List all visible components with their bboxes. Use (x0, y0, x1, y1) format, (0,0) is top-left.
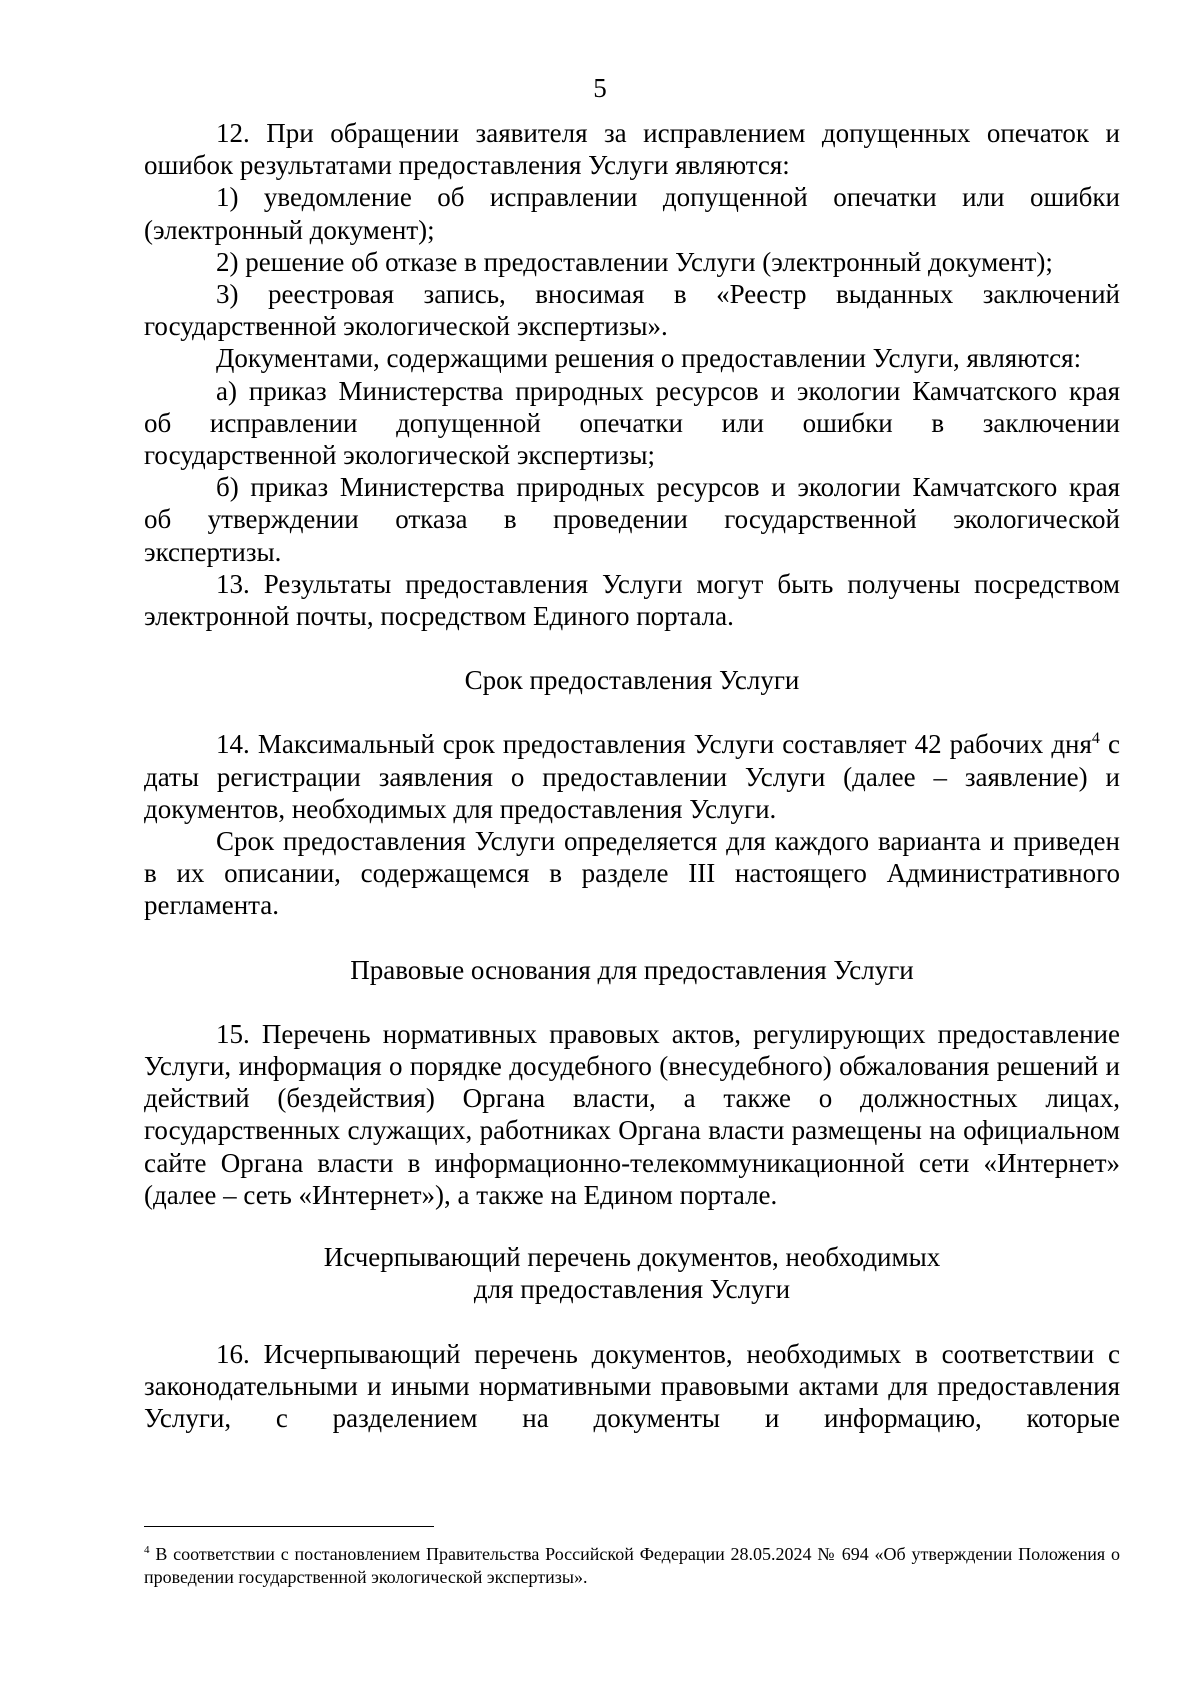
heading-legal-basis: Правовые основания для предоставления Услуги (350, 954, 914, 985)
footnote (144, 1543, 1120, 1589)
paragraph-16: 16. Исчерпывающий перечень документов, необходимых в соответствии с законодательными и иными нормативными правовыми актами для предоставления Услуги, с разделением на документы и информацию, которые (144, 1338, 1120, 1433)
paragraph-12-item-3: 3) реестровая запись, вносимая в «Реестр выданных заключений (216, 279, 1120, 310)
paragraph-12-item-1: 1) уведомление об исправлении допущенной опечатки или ошибки (216, 182, 1120, 213)
paragraph-12-item-1-cont: (электронный документ); (144, 214, 435, 245)
paragraph-15: 15. Перечень нормативных правовых актов, регулирующих предоставление Услуги, информация о порядке досудебного (внесудебного) обжалования решений и действий (бездействия) Органа власти, а также о должностных лицах, государственных служащих, работниках Органа власти размещены на официальном сайте Органа власти в информационно-телекоммуникационной сети «Интернет» (далее – сеть «Интернет»), а также на Едином портале. (144, 1018, 1120, 1210)
paragraph-12-item-a: а) приказ Министерства природных ресурсов и экологии Камчатского края (216, 375, 1120, 406)
paragraph-12-item-2: 2) решение об отказе в предоставлении Услуги (электронный документ); (216, 246, 1053, 277)
page-number: 5 (593, 73, 607, 103)
paragraph-14-start: 14. Максимальный срок предоставления Услуги составляет 42 рабочих дня (216, 729, 1092, 760)
paragraph-14 (144, 728, 1120, 825)
footnote-reference: 4 (1091, 730, 1100, 748)
footnote-text: В соответствии с постановлением Правительства Российской Федерации 28.05.2024 № 694 «Об утверждении Положения о проведении государственной экологической экспертизы». (144, 1544, 1120, 1587)
paragraph-12-item-b: б) приказ Министерства природных ресурсов и экологии Камчатского края (216, 472, 1120, 503)
paragraph-14-end: с даты регистрации заявления о предоставлении Услуги (далее – заявление) и документов, необходимых для предоставления Услуги. (144, 729, 1120, 824)
paragraph-12-item-3-cont: государственной экологической экспертизы». (144, 311, 668, 342)
paragraph-14-term: Срок предоставления Услуги определяется для каждого варианта и приведен в их описании, содержащемся в разделе III настоящего Административного регламента. (144, 826, 1120, 921)
footnote-mark: 4 (144, 1544, 150, 1556)
paragraph-12: 12. При обращении заявителя за исправлением допущенных опечаток и ошибок результатами предоставления Услуги являются: (144, 118, 1120, 181)
heading-document-list (144, 1241, 1120, 1305)
heading-term: Срок предоставления Услуги (464, 665, 800, 696)
paragraph-12-documents: Документами, содержащими решения о предоставлении Услуги, являются: (216, 343, 1082, 374)
paragraph-12-item-b-end: экспертизы. (144, 536, 282, 567)
paragraph-12-item-a-cont: об исправлении допущенной опечатки или ошибки в заключении (144, 407, 1120, 438)
heading-document-list-line-2: для предоставления Услуги (473, 1274, 791, 1305)
footnote-separator (144, 1526, 434, 1527)
paragraph-13: 13. Результаты предоставления Услуги могут быть получены посредством электронной почты, посредством Единого портала. (144, 568, 1120, 632)
document-body (144, 117, 1120, 1434)
heading-document-list-line-1: Исчерпывающий перечень документов, необходимых (323, 1242, 941, 1273)
paragraph-12-item-a-end: государственной экологической экспертизы; (144, 440, 655, 471)
paragraph-12-item-b-cont: об утверждении отказа в проведении государственной экологической (144, 504, 1120, 535)
